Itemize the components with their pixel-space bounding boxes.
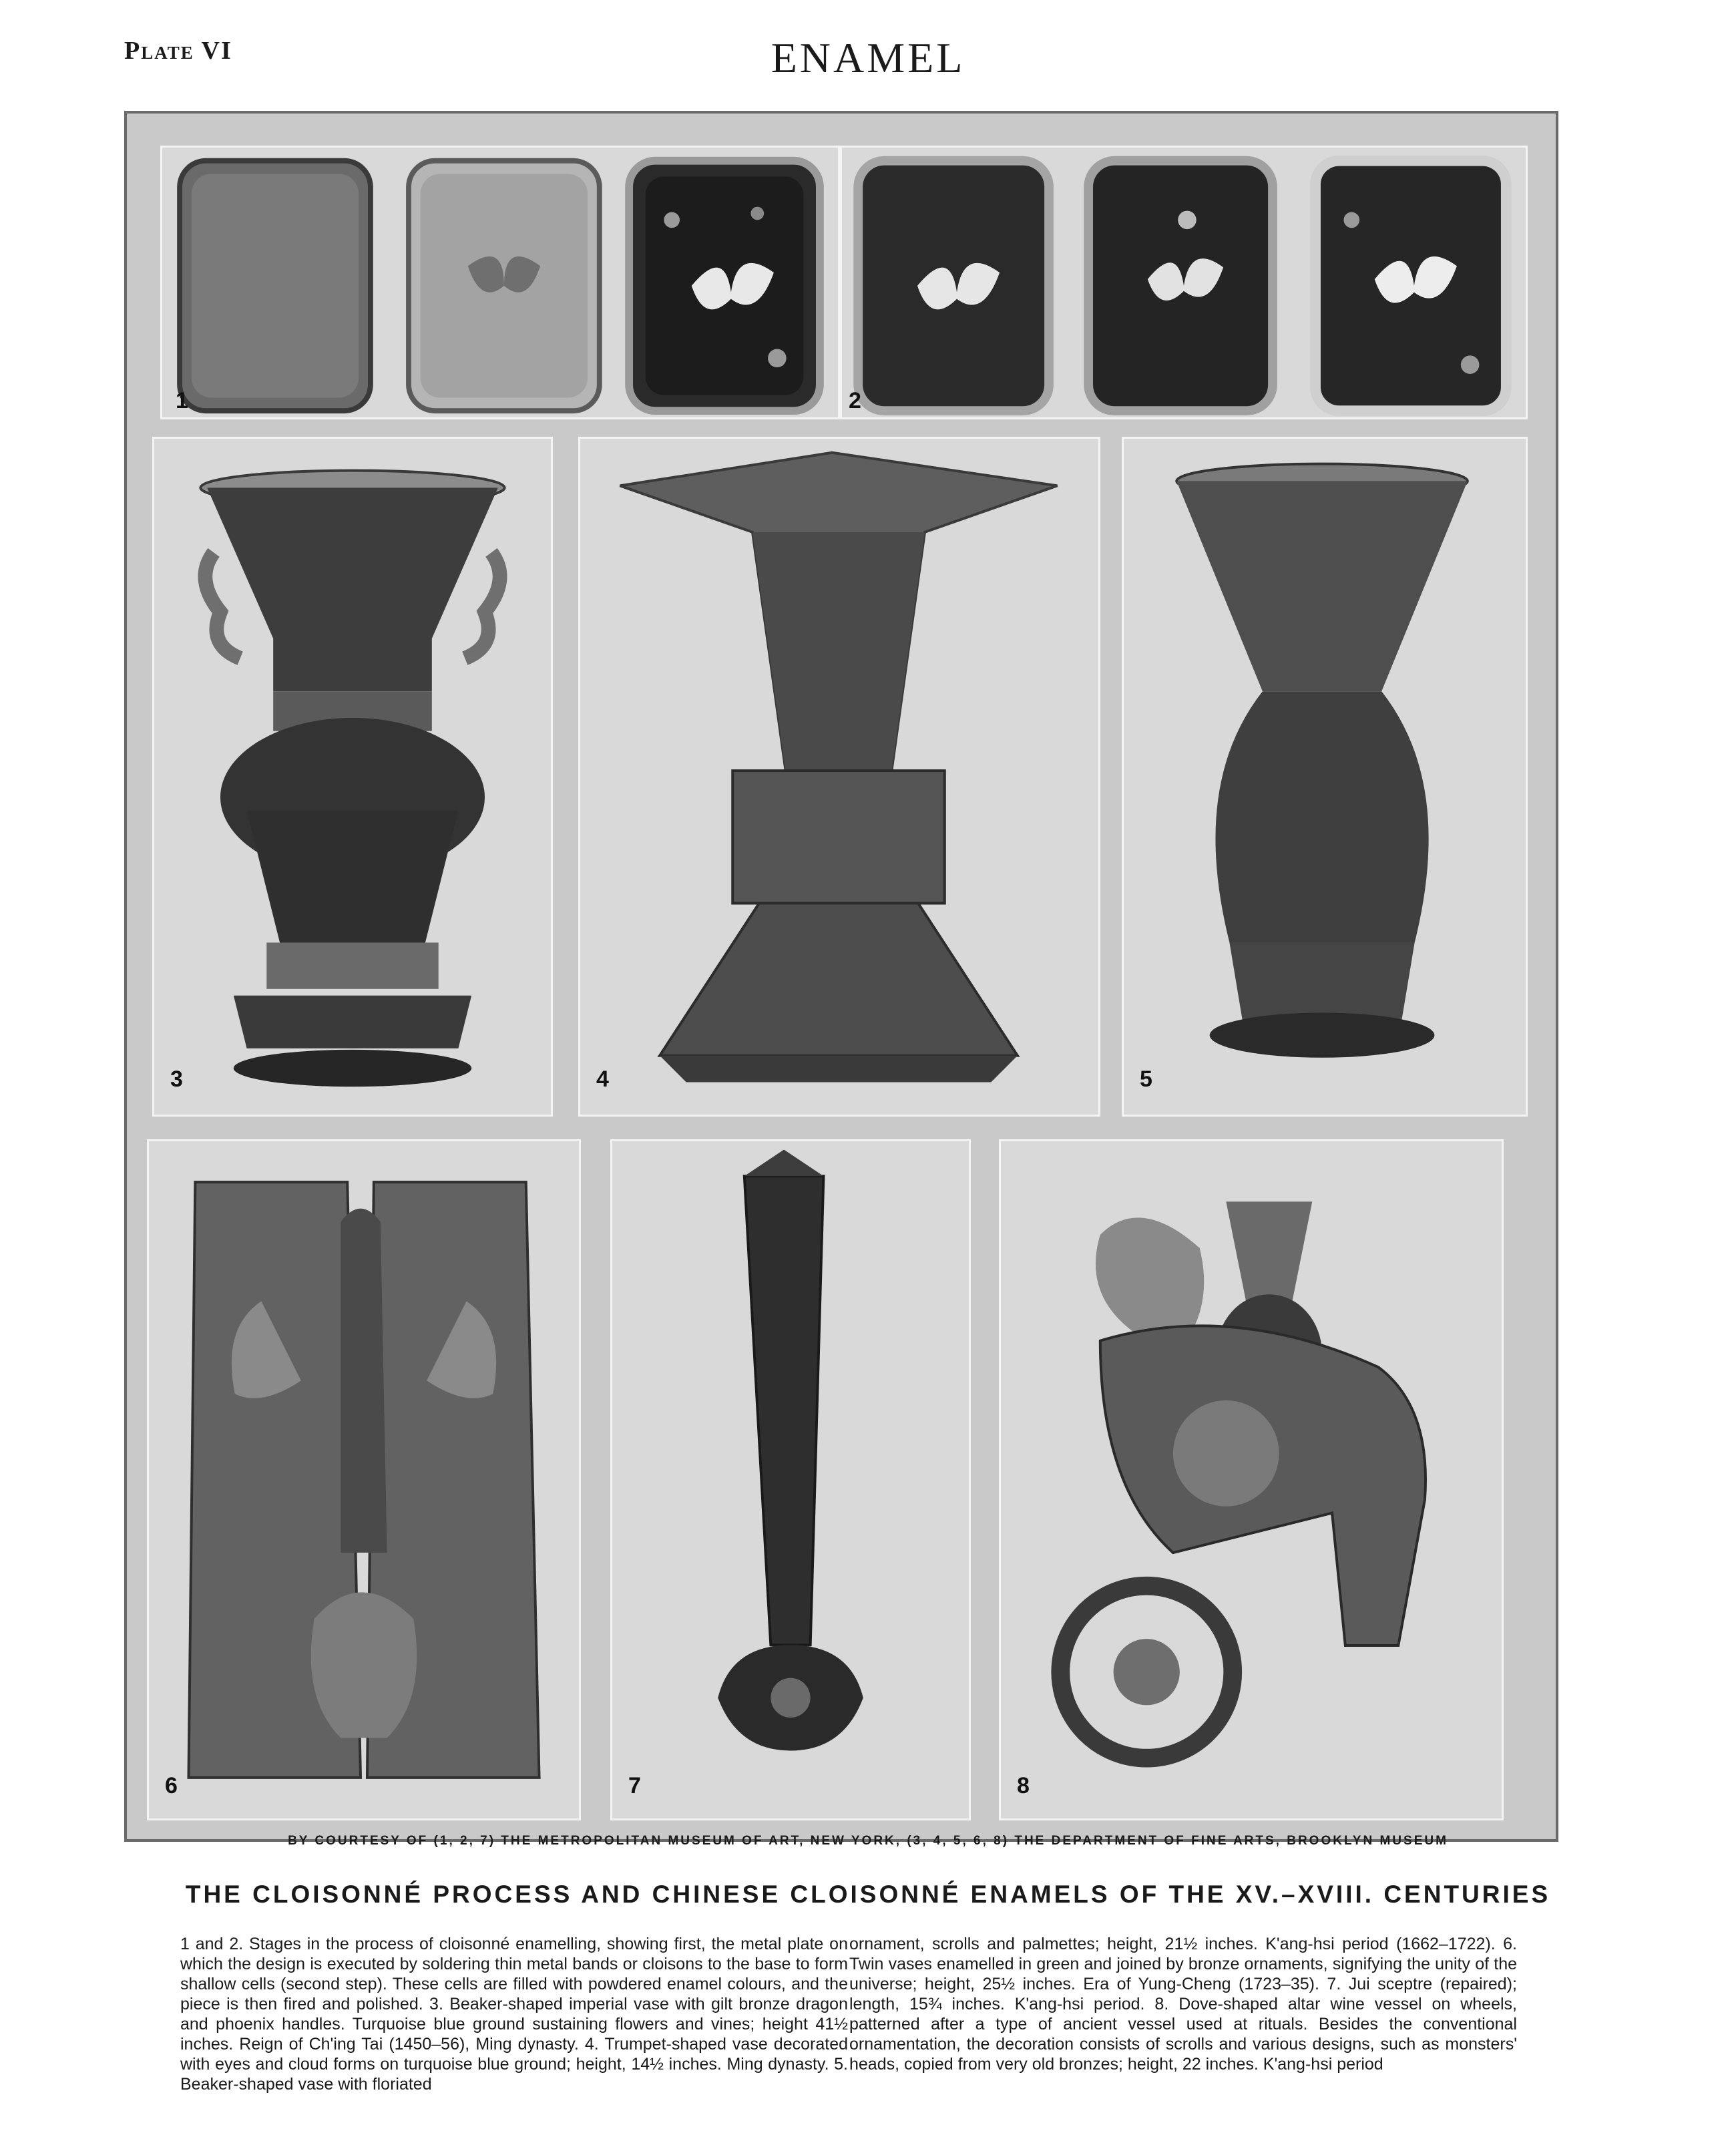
figure-3-image — [154, 439, 551, 1115]
photo-credit: BY COURTESY OF (1, 2, 7) THE METROPOLITAN MUSEUM OF ART, NEW YORK, (3, 4, 5, 6, 8) THE DEPARTMENT OF FINE ARTS, BROOKLYN MUSEUM — [288, 1834, 1448, 1848]
page-title: ENAMEL — [771, 34, 965, 81]
figure-number: 4 — [596, 1066, 609, 1092]
caption-right-column: ornament, scrolls and palmettes; height, 21½ inches. K'ang-hsi period (1662–1722). 6. Twin vases enamelled in green and joined by bronze ornaments, signifying the unity of the universe; height, 25½ inches. Era of Yung-Cheng (1723–35). 7. Jui sceptre (repaired); length, 15¾ inches. K'ang-hsi period. 8. Dove-shaped altar wine vessel on wheels, patterned after a type of ancient vessel used at rituals. Besides the conventional ornamentation, the decoration consists of scrolls and various designs, such as monsters' heads, copied from very old bronzes; height, 22 inches. K'ang-hsi period — [849, 1935, 1517, 2074]
figure-1-panel — [160, 146, 840, 419]
figure-7-image — [612, 1141, 969, 1818]
plate-label: Plate VI — [124, 37, 232, 65]
figure-2-image — [842, 148, 1526, 417]
figure-5-panel — [1122, 437, 1528, 1117]
figure-number: 2 — [849, 388, 861, 413]
figure-number: 7 — [628, 1773, 641, 1798]
figure-number: 3 — [170, 1066, 183, 1092]
figure-4-panel — [578, 437, 1100, 1117]
figure-1-image — [162, 148, 838, 417]
figure-number: 5 — [1140, 1066, 1152, 1092]
figure-6-image — [149, 1141, 579, 1818]
figure-number: 6 — [165, 1773, 178, 1798]
figure-7-panel — [610, 1139, 971, 1820]
figure-6-panel — [147, 1139, 581, 1820]
figure-2-panel — [840, 146, 1528, 419]
caption-title: THE CLOISONNÉ PROCESS AND CHINESE CLOISONNÉ ENAMELS OF THE XV.–XVIII. CENTURIES — [185, 1881, 1551, 1908]
figure-8-image — [1001, 1141, 1502, 1818]
figure-number: 8 — [1017, 1773, 1030, 1798]
figure-4-image — [580, 439, 1098, 1115]
figure-number: 1 — [176, 388, 188, 413]
caption-left-column: 1 and 2. Stages in the process of cloisonné enamelling, showing first, the metal plate on which the design is executed by soldering thin metal bands or cloisons to the base to form shallow cells (second step). These cells are filled with powdered enamel colours, and the piece is then fired and polished. 3. Beaker-shaped imperial vase with gilt bronze dragon and phoenix handles. Turquoise blue ground sustaining flowers and vines; height 41½ inches. Reign of Ch'ing Tai (1450–56), Ming dynasty. 4. Trumpet-shaped vase decorated with eyes and cloud forms on turquoise blue ground; height, 14½ inches. Ming dynasty. 5. Beaker-shaped vase with floriated — [180, 1935, 848, 2094]
plate-frame — [124, 111, 1558, 1842]
figure-8-panel — [999, 1139, 1504, 1820]
figure-5-image — [1124, 439, 1526, 1115]
figure-3-panel — [152, 437, 553, 1117]
